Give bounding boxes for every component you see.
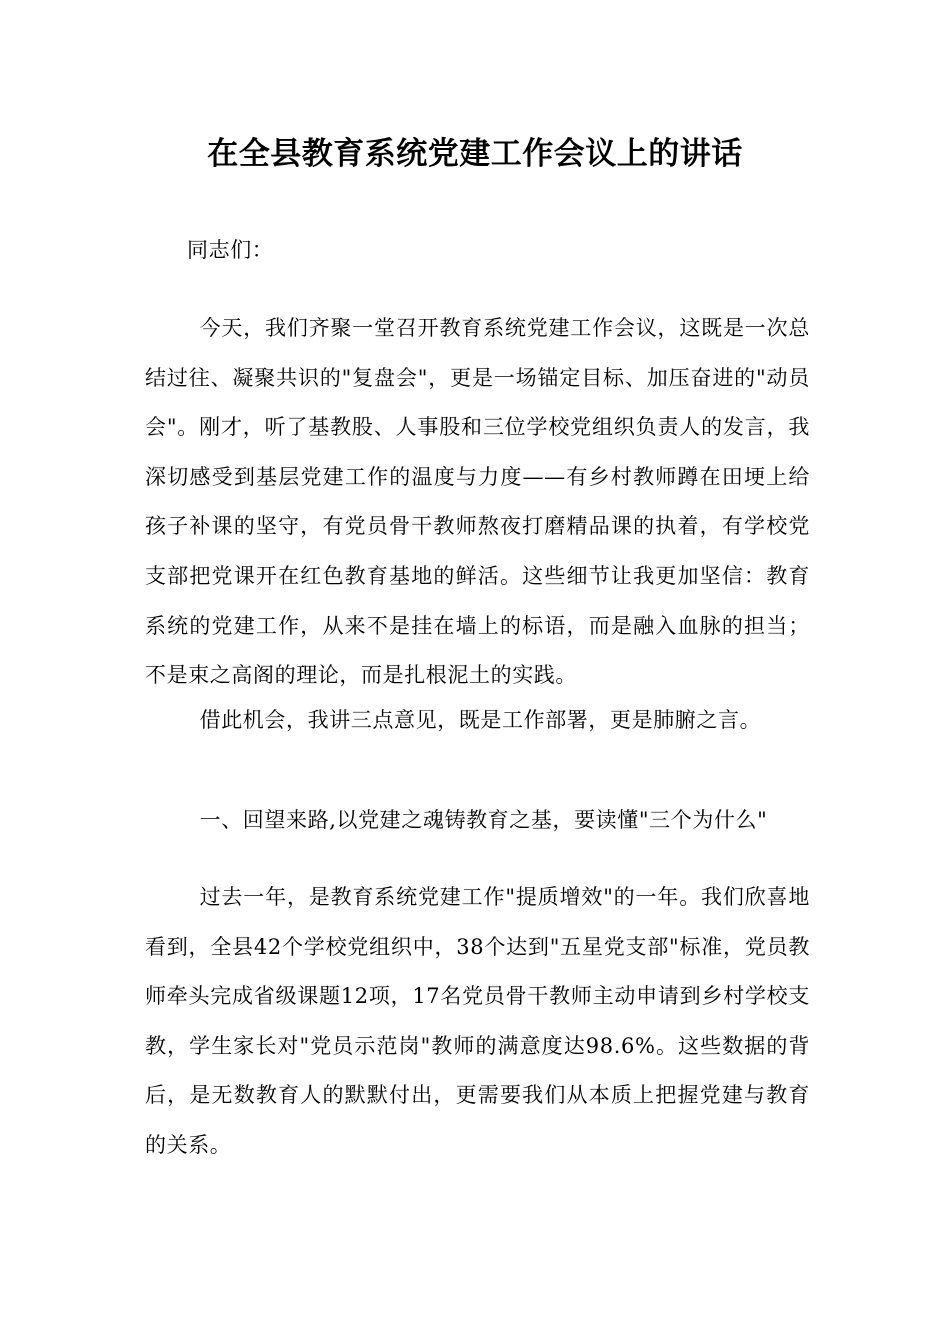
paragraph-opening: 今天，我们齐聚一堂召开教育系统党建工作会议，这既是一次总结过往、凝聚共识的"复盘会"，更是一场锚定目标、加压奋进的"动员会"。刚才，听了基教股、人事股和三位学校党组织负责人的发言，我深切感受到基层党建工作的温度与力度——有乡村教师蹲在田埂上给孩子补课的坚守，有党员骨干教师熬夜打磨精品课的执着，有学校党支部把党课开在红色教育基地的鲜活。这些细节让我更加坚信：教育系统的党建工作，从来不是挂在墙上的标语，而是融入血脉的担当；不是束之高阁的理论，而是扎根泥土的实践。: [145, 316, 810, 688]
salutation: 同志们：: [187, 238, 274, 262]
paragraph-intro: 借此机会，我讲三点意见，既是工作部署，更是肺腑之言。: [199, 708, 762, 732]
paragraph-review: 过去一年，是教育系统党建工作"提质增效"的一年。我们欣喜地看到，全县42个学校党组织中，38个达到"五星党支部"标准，党员教师牵头完成省级课题12项，17名党员骨干教师主动申请到乡村学校支教，学生家长对"党员示范岗"教师的满意度达98.6%。这些数据的背后，是无数教育人的默默付出，更需要我们从本质上把握党建与教育的关系。: [145, 885, 810, 1157]
document-title: 在全县教育系统党建工作会议上的讲话: [207, 136, 743, 172]
section-heading-1: 一、回望来路,以党建之魂铸教育之基，要读懂"三个为什么": [199, 808, 768, 832]
